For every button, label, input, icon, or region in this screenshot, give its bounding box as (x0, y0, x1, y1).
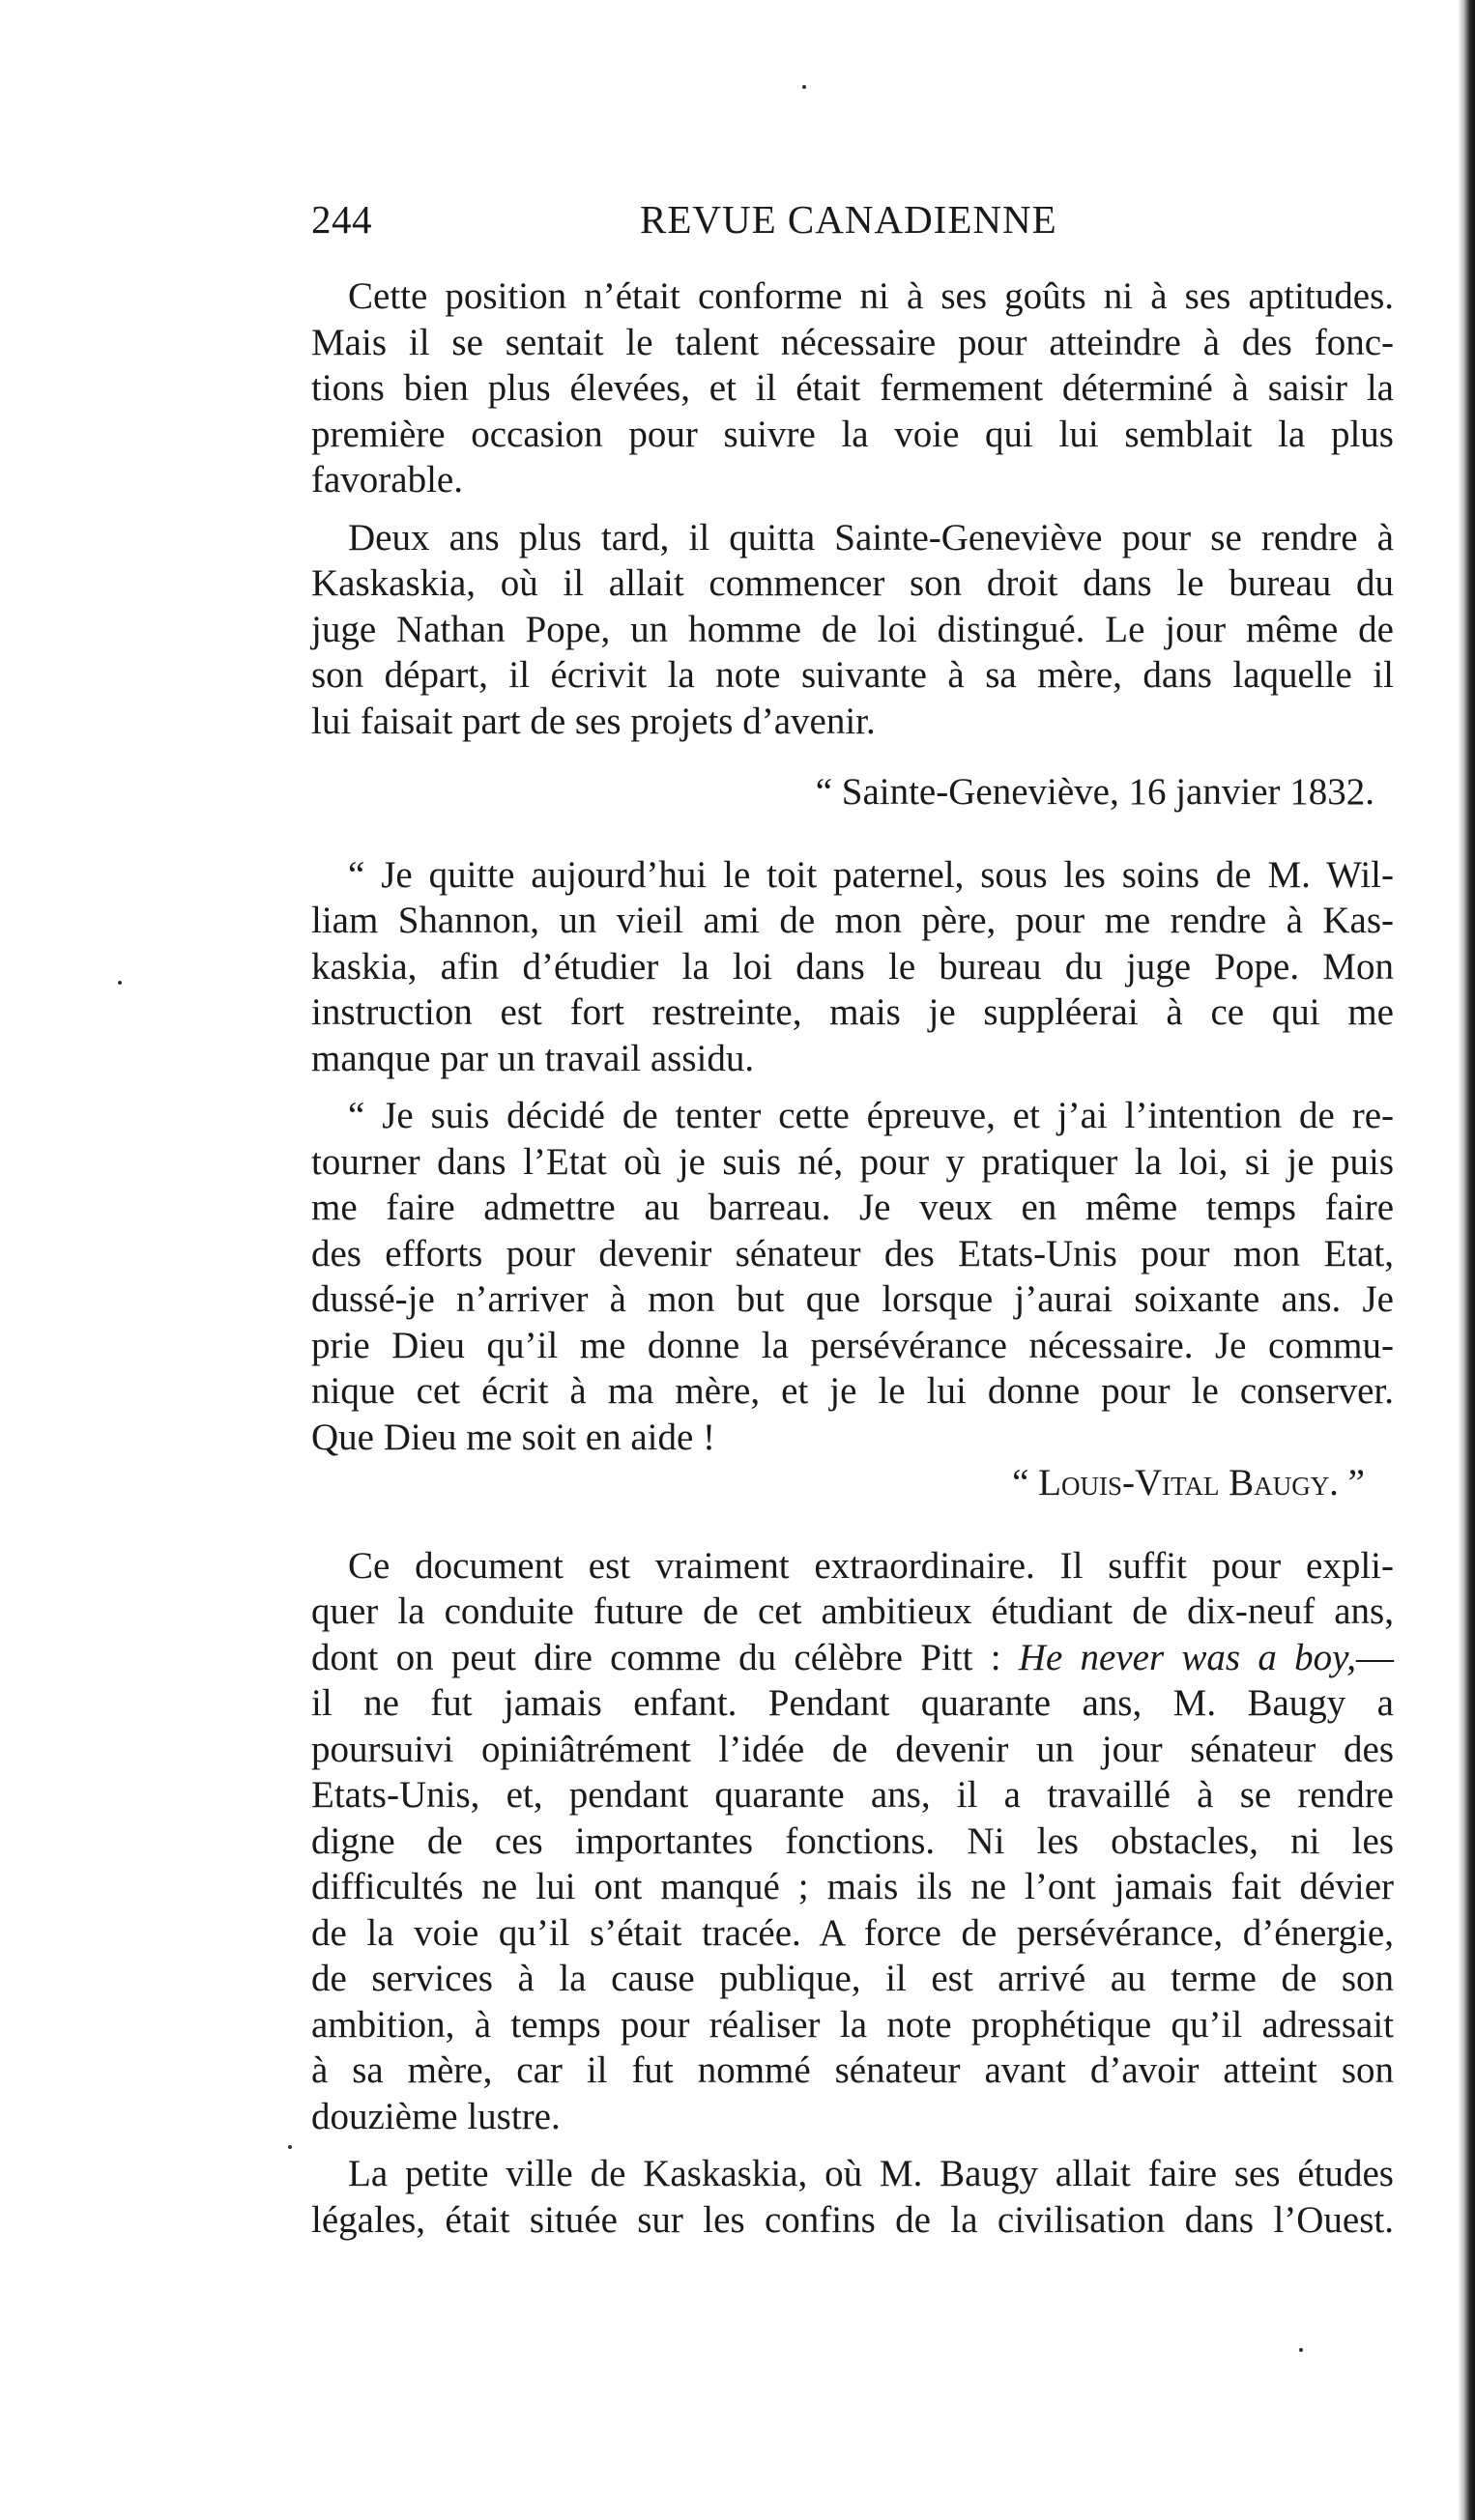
paragraph-1 (311, 273, 1394, 503)
text-line: liam Shannon, un vieil ami de mon père, pour me rendre à Kas- (311, 900, 1394, 941)
running-title: REVUE CANADIENNE (640, 197, 1057, 242)
italic-quote: He never was a boy, (1018, 1636, 1356, 1678)
page-binding-edge (1458, 0, 1475, 2520)
text-line-with-quote (311, 1635, 1394, 1681)
text-line: Kaskaskia, où il allait commencer son droit dans le bureau du (311, 562, 1394, 604)
text-line: Que Dieu me soit en aide ! (311, 1416, 716, 1458)
text-line: lui faisait part de ses projets d’avenir. (311, 700, 876, 742)
body-text (311, 273, 1394, 2243)
text-line: instruction est fort restreinte, mais je suppléerai à ce qui me (311, 991, 1394, 1033)
text-line: son départ, il écrivit la note suivante à sa mère, dans laquelle il (311, 654, 1394, 696)
paragraph-4 (311, 2151, 1394, 2243)
letter-paragraph-1 (311, 852, 1394, 1082)
text-line: manque par un travail assidu. (311, 1037, 755, 1079)
text-line: de services à la cause publique, il est arrivé au terme de son (311, 1958, 1394, 1999)
text-line: Ce document est vraiment extraordinaire. Il suffit pour expli- (348, 1544, 1394, 1587)
text-line: légales, était située sur les confins de la civilisation dans l’Ouest. (311, 2198, 1394, 2241)
text-line: favorable. (311, 459, 463, 501)
paragraph-2 (311, 515, 1394, 745)
scan-speck (288, 2145, 292, 2149)
scan-speck (802, 85, 806, 89)
text-line: tions bien plus élevées, et il était fermement déterminé à saisir la (311, 367, 1394, 409)
text-line: Cette position n’était conforme ni à ses goûts ni à ses aptitudes. (348, 275, 1394, 317)
text-line: Mais il se sentait le talent nécessaire pour atteindre à des fonc- (311, 321, 1394, 363)
text-line: tourner dans l’Etat où je suis né, pour y pratiquer la loi, si je puis (311, 1140, 1394, 1183)
text-line: nique cet écrit à ma mère, et je le lui donne pour le conserver. (311, 1370, 1394, 1412)
text-line: dussé-je n’arriver à mon but que lorsque j’aurai soixante ans. Je (311, 1278, 1394, 1320)
text-line: juge Nathan Pope, un homme de loi distingué. Le jour même de (311, 608, 1394, 650)
text-line: quer la conduite future de cet ambitieux étudiant de dix-neuf ans, (311, 1590, 1394, 1632)
text-fragment: — (1356, 1636, 1394, 1678)
text-line: difficultés ne lui ont manqué ; mais ils ne l’ont jamais fait dévier (311, 1866, 1394, 1907)
text-line: des efforts pour devenir sénateur des Etats-Unis pour mon Etat, (311, 1232, 1394, 1274)
text-line: douzième lustre. (311, 2095, 561, 2137)
text-line: digne de ces importantes fonctions. Ni les obstacles, ni les (311, 1819, 1394, 1862)
scan-speck (118, 981, 122, 985)
text-line: “ Je quitte aujourd’hui le toit paternel, sous les soins de M. Wil- (348, 853, 1394, 896)
text-line: me faire admettre au barreau. Je veux en même temps faire (311, 1187, 1394, 1228)
text-line: ambition, à temps pour réaliser la note prophétique qu’il adressait (311, 2003, 1394, 2046)
text-line: de la voie qu’il s’était tracée. A force de persévérance, d’énergie, (311, 1911, 1394, 1954)
text-line: poursuivi opiniâtrément l’idée de devenir un jour sénateur des (311, 1728, 1394, 1770)
paragraph-3 (311, 1543, 1394, 2140)
text-line: Deux ans plus tard, il quitta Sainte-Geneviève pour se rendre à (348, 516, 1394, 558)
text-line: “ Je suis décidé de tenter cette épreuve, et j’ai l’intention de re- (348, 1095, 1394, 1136)
text-line: kaskia, afin d’étudier la loi dans le bureau du juge Pope. Mon (311, 945, 1394, 988)
letter-paragraph-2 (311, 1093, 1394, 1460)
letter-signature: “ Louis-Vital Baugy. ” (1012, 1462, 1365, 1503)
text-line: Etats-Unis, et, pendant quarante ans, il a travaillé à se rendre (311, 1774, 1394, 1816)
text-line: il ne fut jamais enfant. Pendant quarante ans, M. Baugy a (311, 1682, 1394, 1724)
text-line: à sa mère, car il fut nommé sénateur avant d’avoir atteint son (311, 2049, 1394, 2091)
text-fragment: dont on peut dire comme du célèbre Pitt : (311, 1636, 1019, 1678)
page-header (311, 196, 1374, 254)
scan-speck (1299, 2348, 1303, 2352)
page-number: 244 (311, 197, 372, 242)
text-line: La petite ville de Kaskaskia, où M. Baugy allait faire ses études (348, 2153, 1394, 2194)
text-line: prie Dieu qu’il me donne la persévérance nécessaire. Je commu- (311, 1324, 1394, 1366)
text-line: première occasion pour suivre la voie qui lui semblait la plus (311, 413, 1394, 455)
letter-dateline: “ Sainte-Geneviève, 16 janvier 1832. (815, 771, 1374, 813)
